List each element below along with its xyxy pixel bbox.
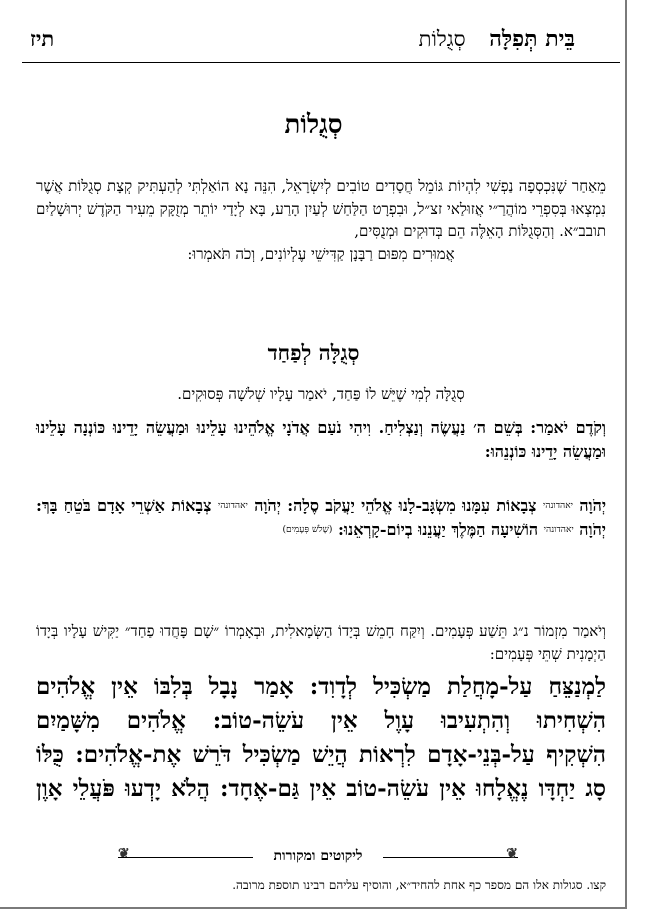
psalm-line: הִשְׁחִיתוּ וְהִתְעִיבוּ עָוֶל אֵין עֹשֵׂה-טוֹב: אֱלֹהִים מִשָּׁמַיִם [36,707,606,734]
chapter-heading: סְגֻלוֹת [284,110,343,140]
header-title [419,26,575,52]
book-title: בֵּית תְּפִלָּה [489,26,575,52]
sources-separator [118,848,518,866]
repeat-note: (שָׁלֹשׁ פְּעָמִים) [282,525,333,535]
verse-block-1: וְקֹדֶם יֹאמַר: בְּשֵׁם ה׳ נַעֲשֶׂה וְנַצְלִיחַ. וִיהִי נֹעַם אֲדֹנָי אֱלֹהֵינוּ עָלֵינוּ וּמַעֲשֵׂה יָדֵינוּ כּוֹנְנָה עָלֵינוּ וּמַעֲשֵׂה יָדֵינוּ כּוֹנְנֵהוּ: [36,418,606,461]
section-name: סְגֻלוֹת [418,27,466,51]
psalm-line: הִשְׁקִיף עַל-בְּנֵי-אָדָם לִרְאוֹת הֲיֵשׁ מַשְׂכִּיל דֹּרֵשׁ אֶת-אֱלֹהִים: כֻּלּוֹ [36,741,606,768]
section-heading: סְגֻלָּה לְפַחַד [267,340,360,365]
verse-block-2 [36,494,606,542]
verse-text: צְבָאוֹת אַשְׁרֵי אָדָם בֹּטֵחַ בָּךְ: יְהֹוָה [36,496,606,539]
separator-label: ליקוטים ומקורות [266,848,371,864]
verse-text: צְבָאוֹת עִמָּנוּ מִשְׂגָּב-לָנוּ אֱלֹהֵי יַעֲקֹב סֶלָה: יְהֹוָה [254,496,537,515]
divine-name-small: יאהדונהי [543,525,574,535]
ornament-icon: ❦ [506,846,518,862]
footnote: קצו. סגולות אלו הם מספר כף אחת להחיד״א, והוסיף עליהם רבינו תוספת מרובה. [232,878,606,892]
running-header [30,26,575,60]
intro-last-line: אֲמוּרִים מִפּוּם רַבָּנָן קַדִּישֵׁי עֶלְיוֹנִים, וְכֹה תֹּאמְרוּ: [187,244,455,263]
divine-name: יְהֹוָה [579,496,607,515]
psalm-line: סָג יַחְדָּו נֶאֱלָחוּ אֵין עֹשֵׂה-טוֹב אֵין גַּם-אֶחָד: הֲלֹא יָדְעוּ פֹּעֲלֵי אָוֶן [36,775,606,802]
psalm-line: לַמְנַצֵּחַ עַל-מָחֲלַת מַשְׂכִּיל לְדָוִד: אָמַר נָבָל בְּלִבּוֹ אֵין אֱלֹהִים [36,673,606,700]
page-number: תיז [30,26,55,51]
header-rule [22,62,620,63]
divine-name-small: יאהדונהי [542,501,573,511]
verse-text: הוֹשִׁיעָה הַמֶּלֶךְ יַעֲנֵנוּ בְיוֹם-קָרְאֵנוּ: [338,520,539,539]
intro-text: מֵאַחַר שֶׁנִּכְסְפָה נַפְשִׁי לִהְיוֹת גּוֹמֵל חֲסָדִים טוֹבִים לְיִשְׂרָאֵל, הִנֵּה נָא הוֹאַלְתִּי לְהַעְתִּיק קְצָת סְגֻלּוֹת אֲשֶׁר נִמְצְאוּ בְּסִפְרֵי מוֹהֲרַ״י אֲזוּלַאי זצ״ל, וּבִפְרָט הַלַּחַשׁ לְעַיִן הָרַע, בָּא לְיָדַי יוֹתֵר מְזֻקָּק מֵעִיר הַקֹּדֶשׁ יְרוּשָׁלַיִם תובב״א. וְהַסְּגֻלּוֹת הָאֵלֶּה הֵם בְּדוּקִים וּמְנֻסִּים, [36,177,606,240]
separator-line [383,857,518,858]
divine-name-small: יאהדונהי [217,501,248,511]
ornament-icon: ❦ [118,846,130,862]
psalm-text [36,670,606,806]
section-subtitle: סְגֻלָּה לְמִי שֶׁיֵּשׁ לוֹ פַּחַד, יֹאמַר עָלָיו שְׁלשָׁה פְּסוּקִים. [177,385,465,403]
separator-line [118,857,253,858]
intro-paragraph [36,175,606,265]
instruction-paragraph: וְיֹאמַר מִזְמוֹר נ״ג תֵּשַׁע פְּעָמִים. וְיִקַּח חָמֵשׁ בְּיָדוֹ הַשְּׂמָאלִית, וּבְאָמְרוֹ ״שָׁם פָּחֲדוּ פַחַד״ יַקִּישׁ עָלָיו בְּיָדוֹ הַיְמָנִית שְׁתֵּי פְּעָמִים: [36,622,606,663]
